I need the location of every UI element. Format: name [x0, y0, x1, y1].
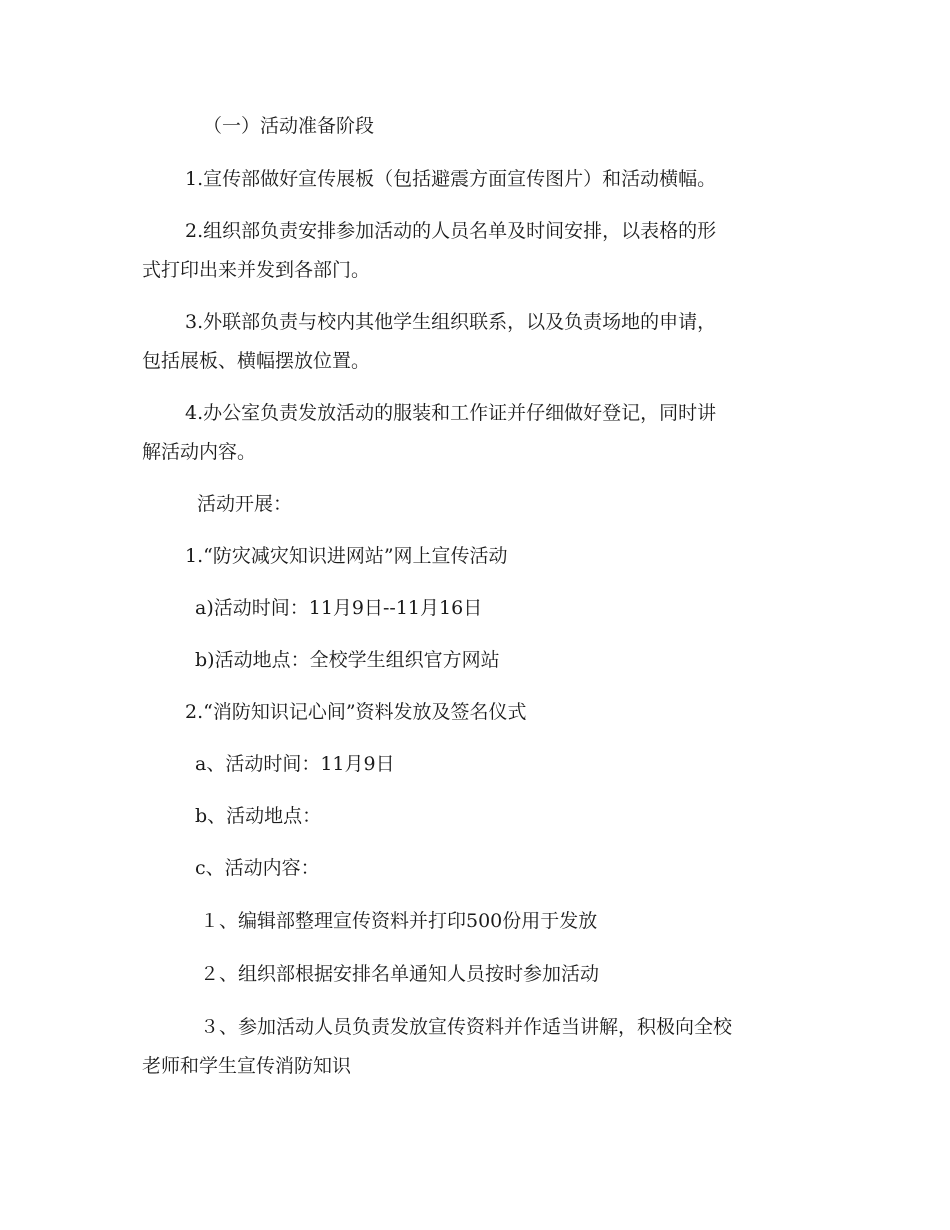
list-item: 1.“防灾减灾知识进网站”网上宣传活动: [185, 545, 508, 567]
list-item: ３、参加活动人员负责发放宣传资料并作适当讲解，积极向全校: [200, 1016, 733, 1038]
list-item: ２、组织部根据安排名单通知人员按时参加活动: [200, 963, 600, 985]
list-item: １、编辑部整理宣传资料并打印500份用于发放: [200, 910, 598, 932]
paragraph-line: 解活动内容。: [142, 441, 257, 463]
list-item: 2.“消防知识记心间”资料发放及签名仪式: [185, 701, 527, 723]
list-item: b)活动地点：全校学生组织官方网站: [195, 649, 500, 671]
paragraph-line: 3.外联部负责与校内其他学生组织联系，以及负责场地的申请，: [185, 311, 717, 333]
paragraph-line: 老师和学生宣传消防知识: [142, 1055, 352, 1077]
paragraph-line: 2.组织部负责安排参加活动的人员名单及时间安排，以表格的形: [185, 220, 717, 242]
list-item: a)活动时间：11月9日--11月16日: [195, 597, 483, 619]
paragraph-line: 4.办公室负责发放活动的服装和工作证并仔细做好登记，同时讲: [185, 402, 717, 424]
section-heading: 活动开展：: [197, 493, 293, 515]
section-heading: （一）活动准备阶段: [203, 115, 375, 137]
list-item: a、活动时间：11月9日: [195, 753, 395, 775]
paragraph-line: 式打印出来并发到各部门。: [142, 259, 371, 281]
list-item: c、活动内容：: [195, 857, 320, 879]
list-item: b、活动地点：: [195, 805, 322, 827]
paragraph-line: 包括展板、横幅摆放位置。: [142, 350, 371, 372]
paragraph-line: 1.宣传部做好宣传展板（包括避震方面宣传图片）和活动横幅。: [185, 168, 717, 190]
